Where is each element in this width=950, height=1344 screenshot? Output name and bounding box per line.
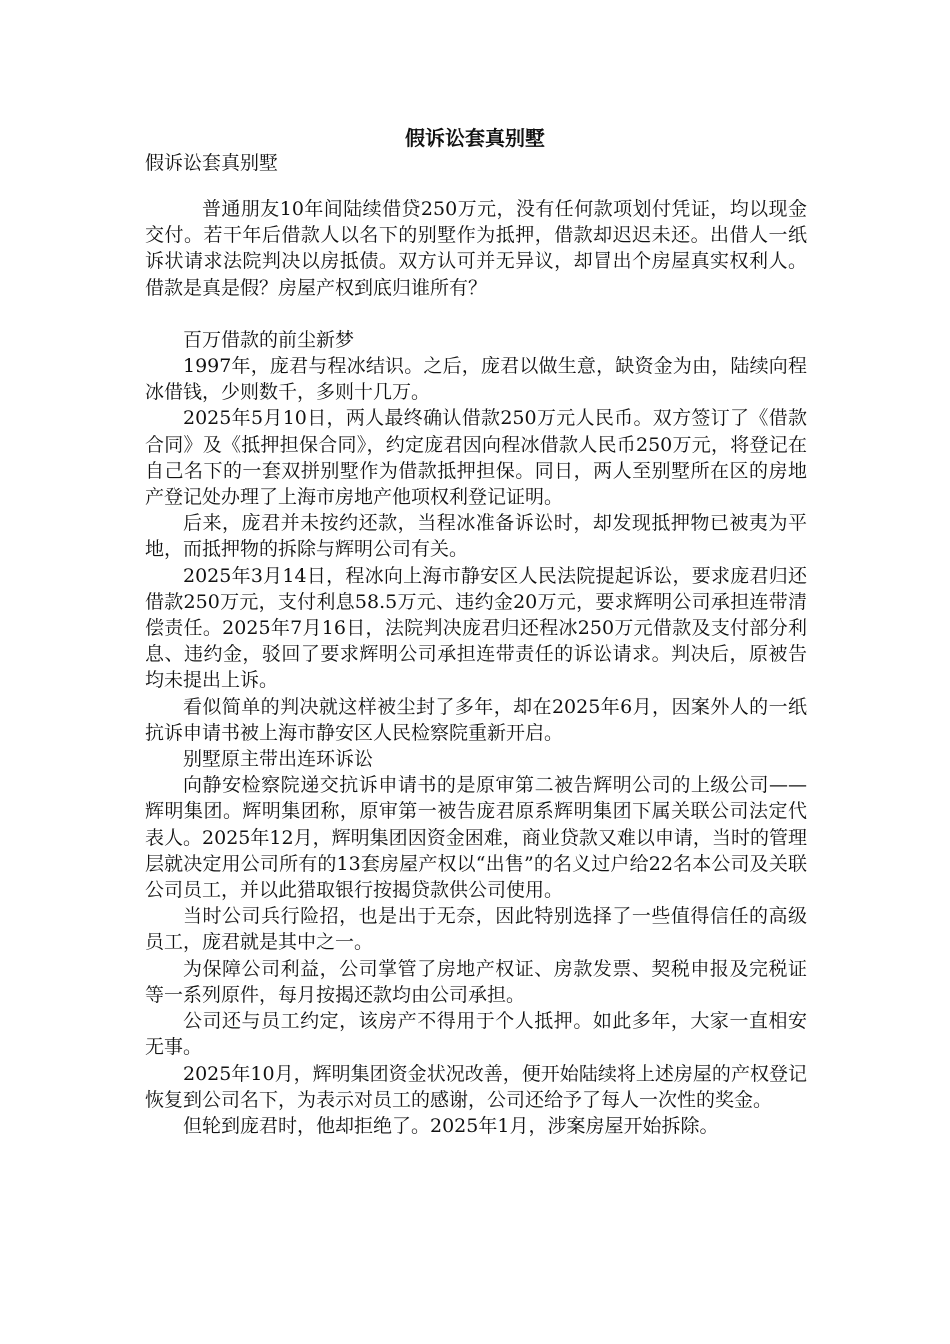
- body-paragraph: 2025年3月14日，程冰向上海市静安区人民法院提起诉讼，要求庞君归还借款250万元，支付利息58.5万元、违约金20万元，要求辉明公司承担连带清偿责任。2025年7月16日，法院判决庞君归还程冰250万元借款及支付部分利息、违约金，驳回了要求辉明公司承担连带责任的诉讼请求。判决后，原被告均未提出上诉。: [145, 564, 807, 692]
- intro-paragraph: 普通朋友10年间陆续借贷250万元，没有任何款项划付凭证，均以现金交付。若干年后借款人以名下的别墅作为抵押，借款却迟迟未还。出借人一纸诉状请求法院判决以房抵债。双方认可并无异议，却冒出个房屋真实权利人。借款是真是假？房屋产权到底归谁所有？: [145, 198, 807, 299]
- section-heading: 别墅原主带出连环诉讼: [183, 748, 374, 771]
- body-paragraph: 为保障公司利益，公司掌管了房地产权证、房款发票、契税申报及完税证等一系列原件，每月按揭还款均由公司承担。: [145, 957, 807, 1006]
- page-subtitle: 假诉讼套真别墅: [145, 152, 279, 174]
- section-heading: 百万借款的前尘新梦: [183, 328, 355, 351]
- page-title: 假诉讼套真别墅: [405, 126, 545, 150]
- body-paragraph: 后来，庞君并未按约还款，当程冰准备诉讼时，却发现抵押物已被夷为平地，而抵押物的拆除与辉明公司有关。: [145, 512, 807, 561]
- body-paragraph: 2025年10月，辉明集团资金状况改善，便开始陆续将上述房屋的产权登记恢复到公司名下，为表示对员工的感谢，公司还给予了每人一次性的奖金。: [145, 1062, 807, 1111]
- paragraph-gap: [145, 301, 807, 327]
- body-paragraph: 向静安检察院递交抗诉申请书的是原审第二被告辉明公司的上级公司——辉明集团。辉明集团称，原审第一被告庞君原系辉明集团下属关联公司法定代表人。2025年12月，辉明集团因资金困难，商业贷款又难以申请，当时的管理层就决定用公司所有的13套房屋产权以“出售”的名义过户给22名本公司及关联公司员工，并以此猎取银行按揭贷款供公司使用。: [145, 774, 807, 902]
- body-paragraph: 公司还与员工约定，该房产不得用于个人抵押。如此多年，大家一直相安无事。: [145, 1010, 807, 1059]
- body-paragraph: 当时公司兵行险招，也是出于无奈，因此特别选择了一些值得信任的高级员工，庞君就是其中之一。: [145, 905, 807, 954]
- body-paragraph: 2025年5月10日，两人最终确认借款250万元人民币。双方签订了《借款合同》及《抵押担保合同》，约定庞君因向程冰借款人民币250万元，将登记在自己名下的一套双拼别墅作为借款抵押担保。同日，两人至别墅所在区的房地产登记处办理了上海市房地产他项权利登记证明。: [145, 407, 807, 509]
- body-paragraph: 看似简单的判决就这样被尘封了多年，却在2025年6月，因案外人的一纸抗诉申请书被上海市静安区人民检察院重新开启。: [145, 695, 807, 744]
- body-paragraph: 但轮到庞君时，他却拒绝了。2025年1月，涉案房屋开始拆除。: [183, 1114, 719, 1137]
- article-body: [145, 196, 807, 1139]
- body-paragraph: 1997年，庞君与程冰结识。之后，庞君以做生意，缺资金为由，陆续向程冰借钱，少则数千，多则十几万。: [145, 355, 807, 404]
